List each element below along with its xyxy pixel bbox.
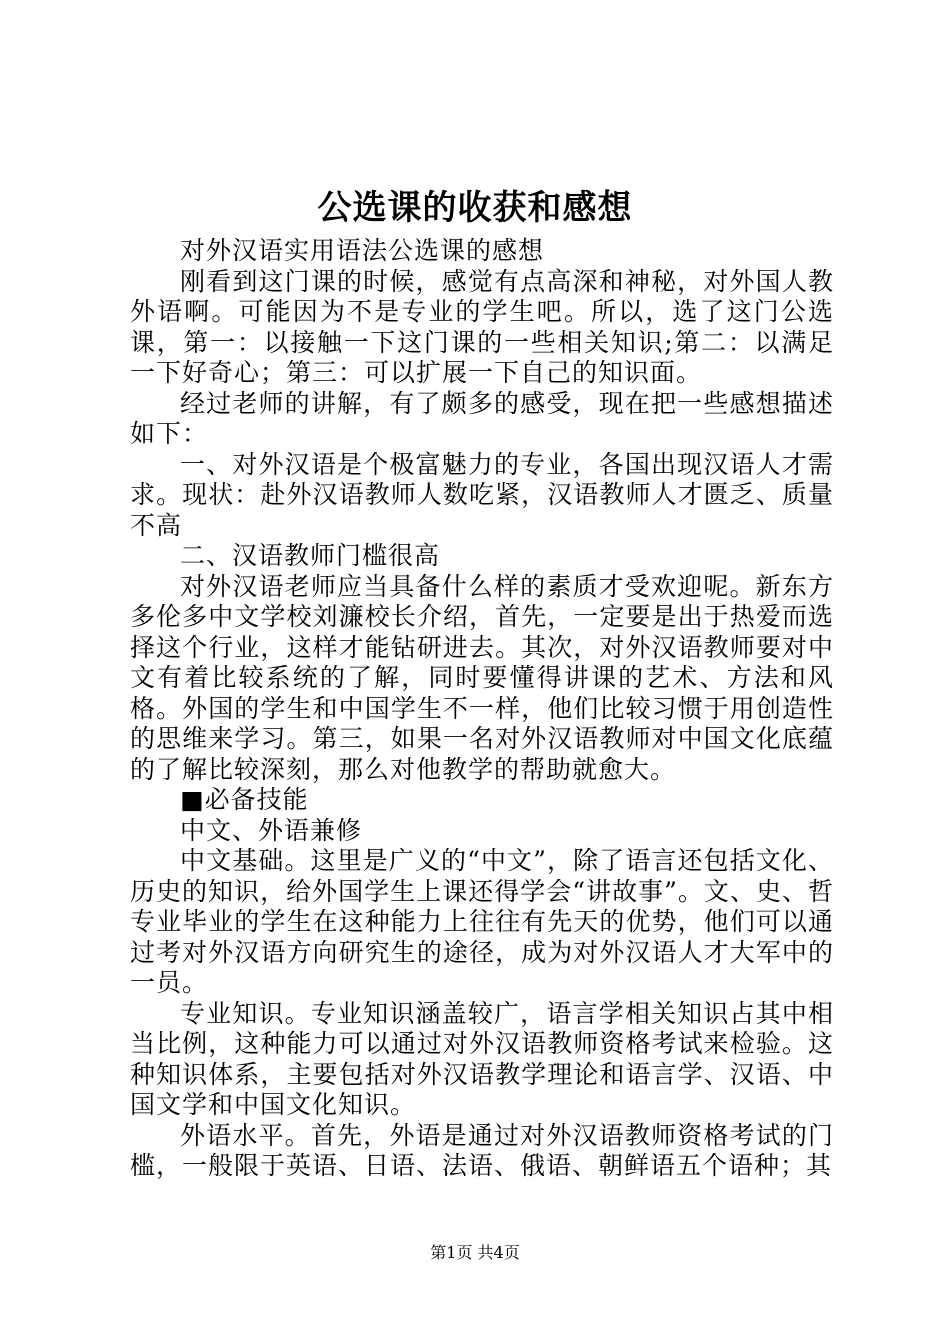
- document-title: 公选课的收获和感想: [317, 188, 633, 228]
- paragraph-professional-knowledge: 专业知识。专业知识涵盖较广，语言学相关知识占其中相当比例，这种能力可以通过对外汉语教师资格考试来检验。这种知识体系，主要包括对外汉语教学理论和语言学、汉语、中国文学和中国文化知识。: [130, 998, 834, 1119]
- page-number-footer: 第1页 共4页: [430, 1243, 520, 1262]
- paragraph-teacher-qualities: 对外汉语老师应当具备什么样的素质才受欢迎呢。新东方多伦多中文学校刘濂校长介绍，首先，一定要是出于热爱而选择这个行业，这样才能钻研进去。其次，对外汉语教师要对中文有着比较系统的了解，同时要懂得讲课的艺术、方法和风格。外国的学生和中国学生不一样，他们比较习惯于用创造性的思维来学习。第三，如果一名对外汉语教师对中国文化底蕴的了解比较深刻，那么对他教学的帮助就愈大。: [130, 571, 834, 784]
- paragraph-chinese-foundation: 中文基础。这里是广义的“中文”，除了语言还包括文化、历史的知识，给外国学生上课还得学会“讲故事”。文、史、哲专业毕业的学生在这种能力上往往有先天的优势，他们可以通过考对外汉语方向研究生的途径，成为对外汉语人才大军中的一员。: [130, 846, 834, 997]
- paragraph-point-two: 二、汉语教师门槛很高: [180, 541, 441, 570]
- paragraph-point-one: 一、对外汉语是个极富魅力的专业，各国出现汉语人才需求。现状：赴外汉语教师人数吃紧，汉语教师人才匮乏、质量不高: [130, 449, 834, 540]
- paragraph-chinese-foreign: 中文、外语兼修: [180, 815, 363, 845]
- paragraph-subtitle: 对外汉语实用语法公选课的感想: [180, 236, 545, 265]
- paragraph-intro: 刚看到这门课的时候，感觉有点高深和神秘，对外国人教外语啊。可能因为不是专业的学生吧。所以，选了这门公选课，第一：以接触一下这门课的一些相关知识;第二：以满足一下好奇心；第三：可以扩展一下自己的知识面。: [130, 266, 834, 387]
- paragraph-required-skills: ■必备技能: [180, 785, 309, 814]
- document-body: [130, 236, 834, 1182]
- paragraph-impressions: 经过老师的讲解，有了颇多的感受，现在把一些感想描述如下：: [130, 388, 834, 448]
- paragraph-foreign-language: 外语水平。首先，外语是通过对外汉语教师资格考试的门槛，一般限于英语、日语、法语、俄语、朝鲜语五个语种；其: [130, 1120, 834, 1180]
